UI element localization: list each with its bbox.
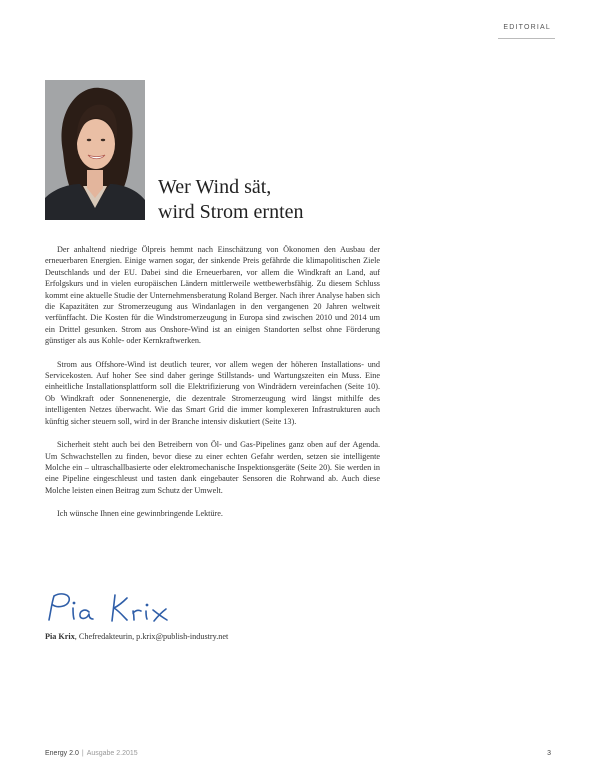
paragraph-1: Der anhaltend niedrige Ölpreis hemmt nach Einschätzung von Ökonomen den Ausbau der erneuerbaren Energien. Einige warnen sogar, der sinkende Preis gefährde die klimapolitischen Ziele Deutschlands und der EU. Dabei sind die Erneuerbaren, vor allem die Windkraft an Land, auf Erfolgskurs und in vielen europäischen Ländern mittlerweile wettbewerbsfähig. Zu diesem Schluss kommt eine aktuelle Studie der Unternehmensberatung Roland Berger. Nach ihrer Analyse haben sich die Kapazitäten zur Stromerzeugung aus Windanlagen in den vergangenen 20 Jahren weltweit verfünffacht. Die Kosten für die Windstromerzeugung in Europa sind zwischen 2010 und 2014 um ein Drittel gesunken. Strom aus Onshore-Wind ist an einigen Standorten selbst ohne Förderung günstiger als aus Kohle- oder Kernkraftwerken. bbox=[45, 245, 380, 346]
editorial-body bbox=[45, 244, 380, 520]
paragraph-3: Sicherheit steht auch bei den Betreibern von Öl- und Gas-Pipelines ganz oben auf der Agenda. Um Schwachstellen zu finden, bevor diese zu einer echten Gefahr werden, setzen sie intelligente Molche ein – ultraschallbasierte oder elektromechanische Inspektionsgeräte (Seite 20). Sie werden in eine Pipeline eingeschleust und tasten dank eingebauter Sensoren die Rohrwand ab. Auch diese Molche leisten einen Beitrag zum Schutz der Umwelt. bbox=[45, 440, 380, 495]
author-details: , Chefredakteurin, p.krix@publish-industry.net bbox=[74, 632, 229, 641]
author-name: Pia Krix bbox=[45, 632, 75, 641]
footer-publication bbox=[45, 750, 138, 757]
author-byline bbox=[45, 632, 228, 641]
headline-line-2: wird Strom ernten bbox=[158, 201, 304, 223]
footer-separator: | bbox=[81, 750, 84, 757]
header-rule bbox=[498, 38, 555, 39]
section-label: EDITORIAL bbox=[503, 24, 551, 31]
paragraph-2: Strom aus Offshore-Wind ist deutlich teurer, vor allem wegen der höheren Installations- und Servicekosten. Auf hoher See sind daher geringe Stillstands- und Wartungszeiten ein Muss. Eine einheitliche Installationsplattform soll die Elektrifizierung von Windrädern vereinfachen (Seite 10). Ob Windkraft oder Sonnenenergie, die dezentrale Stromerzeugung wird längst mithilfe des intelligenten Netzes überwacht. Wie das Smart Grid die immer komplexeren Infrastrukturen auch künftig sicher steuern soll, wird in der Branche intensiv diskutiert (Seite 13). bbox=[45, 359, 380, 426]
magazine-name: Energy 2.0 bbox=[45, 750, 79, 757]
page-number: 3 bbox=[547, 750, 551, 757]
closing-line: Ich wünsche Ihnen eine gewinnbringende Lektüre. bbox=[57, 509, 223, 519]
author-portrait bbox=[45, 80, 145, 220]
editorial-headline bbox=[158, 175, 304, 225]
issue-label: Ausgabe 2.2015 bbox=[86, 750, 138, 757]
handwritten-signature bbox=[45, 590, 185, 626]
headline-line-1: Wer Wind sät, bbox=[158, 176, 272, 198]
